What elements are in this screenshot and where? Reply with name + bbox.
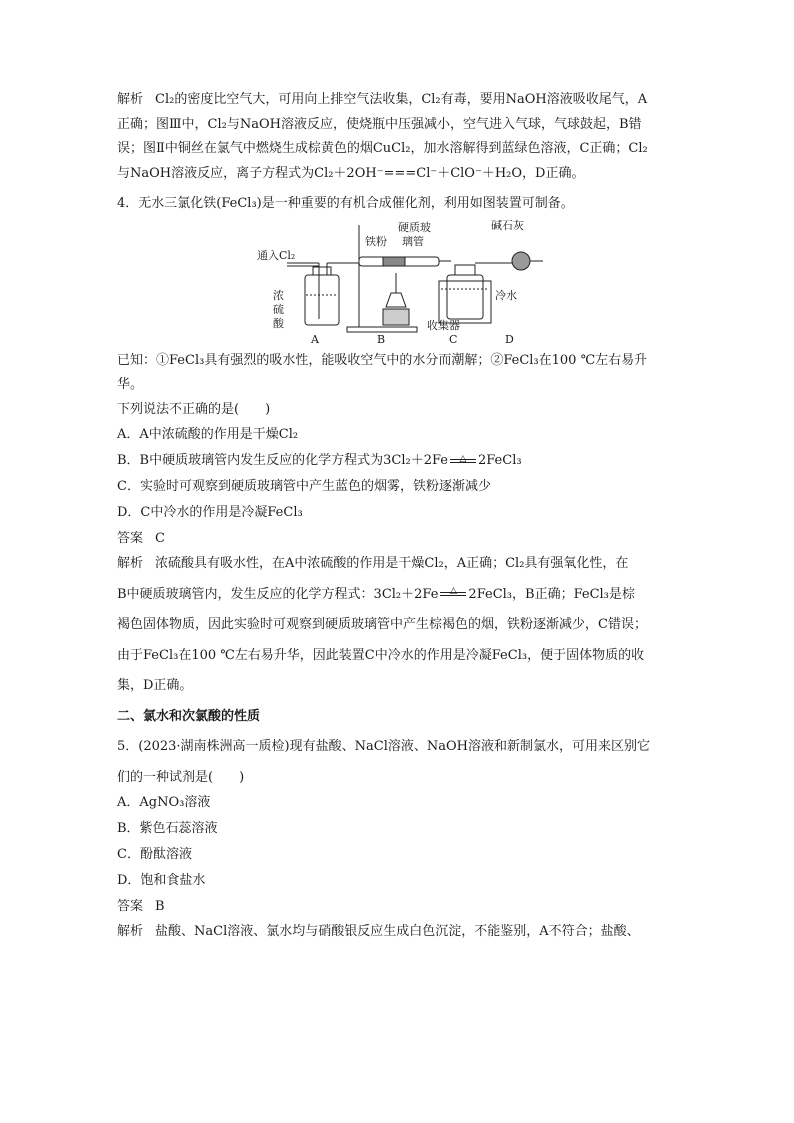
q3-analysis-line-1: 解析 Cl₂的密度比空气大，可用向上排空气法收集，Cl₂有毒，要用NaOH溶液吸收尾气，A bbox=[117, 92, 648, 107]
q4-ask: 下列说法不正确的是( ) bbox=[117, 401, 271, 417]
q4-analysis bbox=[117, 552, 679, 699]
apparatus-diagram bbox=[117, 217, 679, 349]
iron-label: 铁粉 bbox=[365, 234, 387, 248]
q5-option-d: D．饱和食盐水 bbox=[117, 873, 206, 888]
q4-answer: 答案 C bbox=[117, 531, 165, 546]
section-2-title: 二、氯水和次氯酸的性质 bbox=[117, 708, 261, 724]
q5-answer: 答案 B bbox=[117, 899, 165, 914]
q5-option-c: C．酚酞溶液 bbox=[117, 847, 192, 862]
q4-option-b: B．B中硬质玻璃管内发生反应的化学方程式为3Cl₂＋2Fe △ 2FeCl₃ bbox=[117, 453, 522, 468]
page-content bbox=[117, 88, 679, 945]
tube-label-2: 璃管 bbox=[402, 234, 424, 248]
q4-known-1: 已知：①FeCl₃具有强烈的吸水性，能吸收空气中的水分而潮解；②FeCl₃在100 ℃左右易升 bbox=[117, 352, 648, 368]
q4-analysis-line-2: B中硬质玻璃管内，发生反应的化学方程式：3Cl₂＋2Fe △ 2FeCl₃，B正确；FeCl₃是棕 bbox=[117, 586, 635, 602]
label-a: A bbox=[311, 332, 319, 346]
acid-label-1: 浓 bbox=[273, 288, 284, 302]
label-c: C bbox=[449, 332, 458, 346]
label-d: D bbox=[505, 332, 514, 346]
collector-label: 收集器 bbox=[427, 318, 460, 332]
heat-equals-sign: △ bbox=[438, 592, 468, 596]
q4-analysis-line-3: 褐色固体物质，因此实验时可观察到硬质玻璃管中产生棕褐色的烟，铁粉逐渐减少，C错误； bbox=[117, 617, 647, 632]
acid-label-3: 酸 bbox=[273, 316, 284, 330]
q4-known-2: 华。 bbox=[117, 377, 144, 392]
acid-label-2: 硫 bbox=[273, 302, 284, 316]
q5-stem-2: 们的一种试剂是( ) bbox=[117, 769, 245, 785]
q5-option-b: B．紫色石蕊溶液 bbox=[117, 821, 218, 836]
apparatus-drawing bbox=[251, 217, 551, 347]
q4-analysis-line-4: 由于FeCl₃在100 ℃左右易升华，因此装置C中冷水的作用是冷凝FeCl₃，便于固体物质的收 bbox=[117, 647, 645, 663]
tube-label-1: 硬质玻 bbox=[398, 220, 431, 234]
q4-stem: 4．无水三氯化铁(FeCl₃)是一种重要的有机合成催化剂，利用如图装置可制备。 bbox=[117, 196, 574, 211]
q3-analysis-line-4: 与NaOH溶液反应，离子方程式为Cl₂＋2OH⁻===Cl⁻＋ClO⁻＋H₂O，D正确。 bbox=[117, 165, 585, 181]
water-label: 冷水 bbox=[495, 288, 517, 302]
inlet-label: 通入Cl₂ bbox=[257, 248, 296, 262]
q4-option-d: D．C中冷水的作用是冷凝FeCl₃ bbox=[117, 505, 303, 520]
q3-analysis-line-3: 误；图Ⅱ中铜丝在氯气中燃烧生成棕黄色的烟CuCl₂，加水溶解得到蓝绿色溶液，C正确；Cl₂ bbox=[117, 141, 648, 156]
q4-option-a: A．A中浓硫酸的作用是干燥Cl₂ bbox=[117, 427, 299, 442]
q4-option-c: C．实验时可观察到硬质玻璃管中产生蓝色的烟雾，铁粉逐渐减少 bbox=[117, 479, 491, 494]
q4-analysis-line-1: 解析 浓硫酸具有吸水性，在A中浓硫酸的作用是干燥Cl₂，A正确；Cl₂具有强氧化性，在 bbox=[117, 556, 629, 571]
q3-analysis bbox=[117, 88, 679, 186]
q5-stem-1: 5．(2023·湖南株洲高一质检)现有盐酸、NaCl溶液、NaOH溶液和新制氯水，可用来区别它 bbox=[117, 739, 650, 754]
q5-analysis-line-1: 解析 盐酸、NaCl溶液、氯水均与硝酸银反应生成白色沉淀，不能鉴别，A不符合；盐酸、 bbox=[117, 924, 640, 939]
heat-equals-sign: △ bbox=[448, 459, 478, 463]
lime-label: 碱石灰 bbox=[491, 218, 524, 232]
analysis-label: 解析 bbox=[117, 92, 144, 107]
q5-option-a: A．AgNO₃溶液 bbox=[117, 795, 211, 810]
q3-analysis-line-2: 正确；图Ⅲ中，Cl₂与NaOH溶液反应，使烧瓶中压强减小，空气进入气球，气球鼓起，B错 bbox=[117, 116, 642, 132]
q4-analysis-line-5: 集，D正确。 bbox=[117, 678, 193, 693]
label-b: B bbox=[377, 332, 386, 346]
